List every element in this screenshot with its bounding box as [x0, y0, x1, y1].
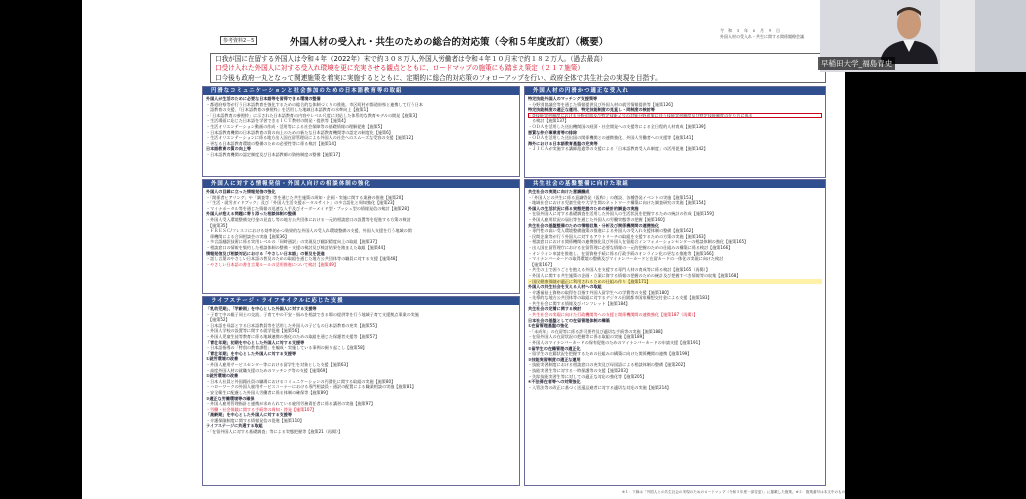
- policy-item: ・日本語教育機関の日本語教育の質の向上のための新たな日本語教育機関等の認定の制度化【施策6】: [206, 129, 393, 135]
- policy-item: ・外国人に関する共生施策の企画・立案に資する情報の把握のための統計及び把握すべき情報等の収集【施策168】: [528, 272, 741, 278]
- section-heading: 「高齢期」を中心とした外国人に対する支援等: [206, 412, 292, 418]
- policy-item: ・共生社会の実現に向けた行政機関等への支援と関係機関間の連携強化【施策187（再掲）】: [528, 312, 698, 318]
- section-heading: 共生社会の定着に関する検討: [528, 306, 582, 312]
- policy-item: ・地域社会における児童生徒や大学生間のネットワーク構築に向けた調査研究の実施【施策154】: [528, 200, 708, 206]
- policy-item: ・ＯＤＡを活用した送出国の関係機関との連携強化、外国人労働者への支援等【施策141】: [528, 135, 696, 141]
- policy-item: ・在留外国人に対する基礎調査を活用した外国人の生活状況を把握するための統計の作成【施策159】: [528, 211, 716, 217]
- policy-item: ・労働・社会保険に関する手続等の周知・啓発【施策107】: [206, 406, 317, 412]
- section-heading: 共生社会の実現に向けた意識醸成: [528, 189, 590, 194]
- policy-item: ・先導的な地方公共団体等の取組に対するデジタル田園都市国家構想交付金による支援【施策183】: [528, 295, 712, 301]
- summary-line: 口今後も政府一丸となって関連施策を着実に実施するとともに、定期的に総合的対応策のフォローアップを行い、政府全体で共生社会の実現を目指す。: [215, 73, 662, 82]
- participant-avatar: [872, 2, 946, 64]
- policy-item: ・外国人児童生徒等教育に係る地域連携の強化のための取組を通じた保護者支援等【施策57】: [206, 333, 380, 339]
- section-heading: ライフステージに共通する取組: [206, 423, 263, 429]
- section-heading: 外国人が抱える問題に寄り添った相談体制の整備: [206, 211, 297, 217]
- policy-item: ・多言語翻訳技術に係る実用レベルの「同時通訳」の実現及び翻訳精度向上の取組【施策37】: [206, 239, 380, 245]
- section-heading: 特定技能外国人のマッチング支援策等: [528, 96, 598, 101]
- policy-item: ・日本語指導の「特別の教育課程」を編成・実施している事例の掘り起こし【施策58】: [206, 345, 367, 351]
- policy-item: ・安全衛生に配慮した外国人労働者に係る体制の確保等【施策89】: [206, 389, 330, 395]
- panel-title: 外国人に対する情報発信・外国人向けの相談体制の強化: [203, 180, 519, 188]
- panel-title: ライフステージ・ライフサイクルに応じた支援: [203, 297, 519, 305]
- section-heading: ③適正な労働環境等の確保: [206, 395, 255, 401]
- slide-title: 外国人材の受入れ・共生のための総合的対応策（令和５年度改訂）（概要）: [290, 37, 609, 48]
- section-heading: 特定技能制度の適正な運用、特定技能制度の見直し・同制度の検討等: [528, 107, 655, 113]
- policy-item: ・「在留外国人に対する基礎調査」等による実態把握等【施策21（再掲）】: [206, 429, 343, 435]
- policy-item: ・外国人雇用状況の届出等を通じた外国人の労働実態等の把握【施策160】: [528, 216, 667, 222]
- summary-line: 口我が国に在留する外国人は令和４年（2022年）末で約３０８万人,外国人労働者は令和４年１０月末で約１８２万人。（過去最高）: [215, 55, 607, 63]
- policy-item: ・介護保険制度に関する情報発信の促進【施策110】: [206, 417, 304, 423]
- section-heading: 共生社会の基盤整備のための情報収集・分析及び関係機関間の連携強化: [528, 222, 659, 228]
- panel-title: 共生社会の基盤整備に向けた取組: [525, 180, 825, 188]
- policy-item: 【施策167】: [528, 261, 555, 267]
- policy-item: ・分野別協議会等を通じた情報提供及び外国人材の就労情報提供等【施策126】: [528, 101, 675, 107]
- panel-body: [525, 188, 825, 391]
- policy-item: ・マイナンバーカードの取得環境の整備及びマイナンバーカードと在留カードの一体化の実現に向けた検討: [528, 256, 724, 262]
- policy-item: ・専門性の高い受入環境整備施策の推進による外国人の受入れ支援体制の整備【施策162】: [528, 228, 696, 234]
- section-heading: 外国人の目線に立った情報発信の強化: [206, 189, 276, 194]
- policy-item: ・外国人雇用管理指針と連携が求められている雇用労務責任者に係る講習の実施【施策97】: [206, 401, 375, 407]
- policy-item: ・更なる日本語教育環境の整備のための必要性等に係る検討【施策14】: [206, 140, 339, 146]
- policy-item: ・入管法等の改正に基づく送還忌避者に対する適切な対応の実施【施策214】: [528, 384, 671, 390]
- policy-item: ・生活オリエンテーションに係る地方出入国在留管理局による外国人の社会へのスムーズな受容の支援【施策12】: [206, 135, 416, 141]
- policy-item: ・「未成年」の在留等に係る許可要件及び適切な手続等の実施【施策188】: [528, 328, 665, 334]
- policy-item: ・「日本語教育の参照枠」に示された日本語教育の内容やレベル尺度に対応した体系的な教育モデルの開発【施策3】: [206, 112, 420, 118]
- policy-item: ・「外国人との共生に係る意識啓発（仮称）」の創設、各種啓発イベントの実施【施策153】: [528, 194, 696, 200]
- section-heading: ④不法滞在者等への対策強化: [528, 379, 581, 385]
- panel-foundation: [524, 179, 826, 486]
- panel-life-stage-support: [202, 296, 520, 486]
- policy-item: ・失踪技能実習生等に対しての適正な対応の強化等【施策205】: [528, 373, 647, 379]
- section-heading: 「青壮年期」を中心とした外国人に対する支援等: [206, 350, 297, 356]
- policy-item: ・相談窓口の情報を集約した相談体制の整備・支援の検討及び検討結果を踏まえた取組【施策44】: [206, 244, 388, 250]
- panel-acceptance: [524, 86, 826, 178]
- panel-body: [203, 188, 519, 268]
- policy-item: ・ＯＤＡを活用した送出機関国の経済・社会開発への支援等による全日程的人材育成【施策139】: [528, 123, 708, 129]
- policy-item: ・ハローワークの外国人雇用サービスコーナーにおける専門相談員・通訳の配置による職業相談の実施【施策81】: [206, 384, 416, 390]
- policy-item: ・外国人のマイナンバーカードの保有促進のためのマイナンバーカードの申請支援【施策191】: [528, 340, 703, 346]
- policy-item: 語教育の支援、『日本語教育の参照枠』を活用した地域日本語教育の水準向上【施策1】: [206, 107, 371, 113]
- section-heading: 「青壮年期」初期を中心とした外国人に対する支援等: [206, 339, 305, 345]
- policy-item: ・生活場面に応じた日本語を学習できるＩＣＴ教材の開発・提供等【施策4】: [206, 118, 348, 124]
- policy-item: ・外国人雇用サービスセンター等における留学生を対象とした支援【施策63】: [206, 361, 351, 367]
- panel-information-consultation: [202, 179, 520, 294]
- section-heading: 日本語教育の質の向上等: [206, 146, 252, 152]
- section-heading: ②留学生の在籍管理の適正化: [528, 345, 581, 351]
- panel-japanese-education: [202, 86, 520, 177]
- policy-item: ・日本人社員と外国籍社員の職場におけるコミュニケーションの円滑化に関する取組の実施【施策80】: [206, 378, 396, 384]
- section-heading: 「乳幼児期」、「学齢期」を中心とした外国人に対する支援等: [206, 306, 317, 311]
- section-heading: 外国人の生活状況に係る実態把握のための統計的調査の実施: [528, 205, 639, 211]
- section-heading: ②就労環境の改善: [206, 373, 239, 379]
- policy-item: ・話し言葉のやさしい日本語の普及のための取組を通じた地方公共団体等の職員に対する支援【施策48】: [206, 256, 400, 262]
- section-heading: 外国人が生活のために必要な日本語等を習得できる環境の整備: [206, 96, 321, 101]
- policy-item: ・マイナポータル等を通じた情報の迅速な入手及びオーダーメイド型・プッシュ型の情報発信の検討【施策28】: [206, 205, 412, 211]
- policy-item: ・出入国在留管理庁における在留管理に必要な情報の一元的把握のための仕組みの構築に係る検討【施策166】: [528, 244, 733, 250]
- policy-item: ・「関係者ヒアリング」や「調査等」等を通じた共生施策の周知・企画・実施に関する業務の推進【施策20】: [206, 194, 406, 200]
- policy-item: ・留学生の在籍状況を把握するための仕組みの構築に向けた関係機関の連携【施策199】: [528, 351, 692, 357]
- section-heading: 日本社会の基盤としての在留管理体制の構築: [528, 317, 610, 323]
- policy-item: ・②技能実習制度における分野追加及び特定技能２号の対象分野追加に伴う技能実習制度及び特定技能制度の在り方に係る: [528, 113, 822, 119]
- section-heading: 外国人の共生社会を支える人材への取組: [528, 284, 602, 290]
- policy-item: ・国民健康保険が適正に利用されるための仕組み作り【施策171】: [528, 279, 822, 285]
- policy-item: ・子育て中の親子同士の交流、子育て中の不安・悩みを相談できる場の提供等を行う地域子育て支援拠点事業の実施: [206, 311, 419, 317]
- policy-item: ・技能実習生等に対する一時保護等の支援【施策203】: [528, 368, 630, 373]
- section-heading: 情報発信及び相談対応における「やさしい日本語」の普及を促進: [206, 250, 325, 256]
- panel-body: [203, 95, 519, 159]
- section-heading: ①在留管理基盤の強化: [528, 323, 569, 329]
- policy-item: ・ＦＲＥＳＣ/フレスコにおける効率的かつ効果的な外国人の受入れ環境整備の支援、外国人支援を行う地域の関: [206, 228, 412, 234]
- policy-item: ・在留外国人の在留状況の把握等に係る取組の実施【施策189】: [528, 334, 647, 340]
- summary-line: 口受け入れた外国人に対する受入れ環境を更に充実させる観点とともに、ロードマップの施策にも踏まえ策定（２１７施策）: [215, 64, 584, 73]
- panel-body: [203, 305, 519, 436]
- policy-item: ・ＪＩＣＡが実施する講師派遣等の支援による「日本語教育受入れ制度」の活用促進【施策142】: [528, 146, 708, 152]
- policy-item: ・介護福祉士資格の取得を目指す外国人留学生への学費等の支援【施策180】: [528, 289, 671, 295]
- policy-item: ・共生の上で困りごとを抱える外国人を支援する専門人材の育成等に係る検討【施策165（再掲）】: [528, 267, 710, 273]
- policy-item: ・日本語を母語とする日本語教員等を活用した外国人の子どもの日本語教育の充実【施策55】: [206, 322, 380, 328]
- policy-item: ・生活オリエンテーション動画の作成・活用等による社会保障等の基礎情報の理解促進【施策5】: [206, 123, 385, 129]
- section-heading: ①就労環境の改善: [206, 356, 239, 362]
- section-heading: 海外における日本語教育基盤の充実等: [528, 140, 598, 146]
- meta-org: 外国人材の受入れ・共生に関する関係閣僚会議: [720, 34, 804, 39]
- policy-item: ・相談窓口における関係機関の連携強化及び外国人在留総合インフォメーションセンターの相談体制の強化【施策165】: [528, 239, 749, 245]
- section-heading: 悪質な仲介事業者等の排除: [528, 129, 578, 135]
- policy-item: ・外国人受入環境整備交付金の見直し等の地方公共団体における一元的相談窓口の設置等を促進する方策の検討: [206, 216, 411, 222]
- policy-item: ・オンライン申請を推進し、在留資格手続に係る行政手続のオンライン化の更なる推進等【施策166】: [528, 250, 716, 256]
- summary-box: [210, 53, 826, 83]
- policy-item: ・日本語教育機関の認定制度及び日本語教師の資格制度の整備【施策17】: [206, 151, 343, 157]
- policy-item: ・高度外国人材の就職支援のためのマッチング等の支援【施策69】: [206, 367, 330, 373]
- panel-body: [525, 95, 825, 153]
- policy-item: ・「生活・就労ガイドブック」及び「外国人生活支援ポータルサイト」の多言語化と周知強化【施策23】: [206, 200, 397, 206]
- background-shelf: [975, 0, 1026, 72]
- policy-item: ・都道府県等が行う日本語教育を強化するための総合的な体制づくりの推進。市区町村が都道府県と連携して行う日本: [206, 101, 423, 107]
- participant-name-label: 早稲田大学_福島青史: [818, 57, 895, 70]
- panel-title: 円滑なコミュニケーションと社会参加のための日本語教育等の取組: [203, 87, 519, 95]
- policy-item: ・外国人学校の設置等に関する就学促進【施策56】: [206, 328, 302, 334]
- panel-title: 外国人材の円滑かつ適正な受入れ: [525, 87, 825, 95]
- section-heading: ③技能実習制度の適正な運用: [528, 356, 581, 362]
- meta-date: 令 和 ５ 年 ６ 月 ９ 日: [720, 28, 780, 33]
- policy-item: 【施策52】: [206, 317, 230, 323]
- policy-item: ・やさしい日本語の書き言葉ルールの活用推進について検討【施策49】: [206, 261, 338, 267]
- policy-item: ・技能実習制度における相談窓口の充実及び母国語による相談体制の整備【施策202】: [528, 362, 688, 368]
- policy-item: ・共生社会に関する情報及びパンフレット【施策184】: [528, 300, 630, 306]
- policy-item: る検討【施策137】: [528, 118, 569, 124]
- reference-tag: 参考資料2－5: [220, 36, 257, 45]
- slide: [82, 0, 845, 499]
- policy-item: 【施策35】: [206, 222, 230, 228]
- policy-item: 係機関による合同相談会の実施【施策36】: [206, 233, 289, 239]
- footnote: ※１：下線は「外国人との共生社会の実現のためのロードマップ（令和５年度一部変更）」に掲載した施策。※２：施策番号は本文中のもの: [622, 490, 845, 494]
- policy-item: ・民間企業等が行う外国人に対するアウトリーチの取組を支援するための方策の実施【施策163】: [528, 233, 708, 239]
